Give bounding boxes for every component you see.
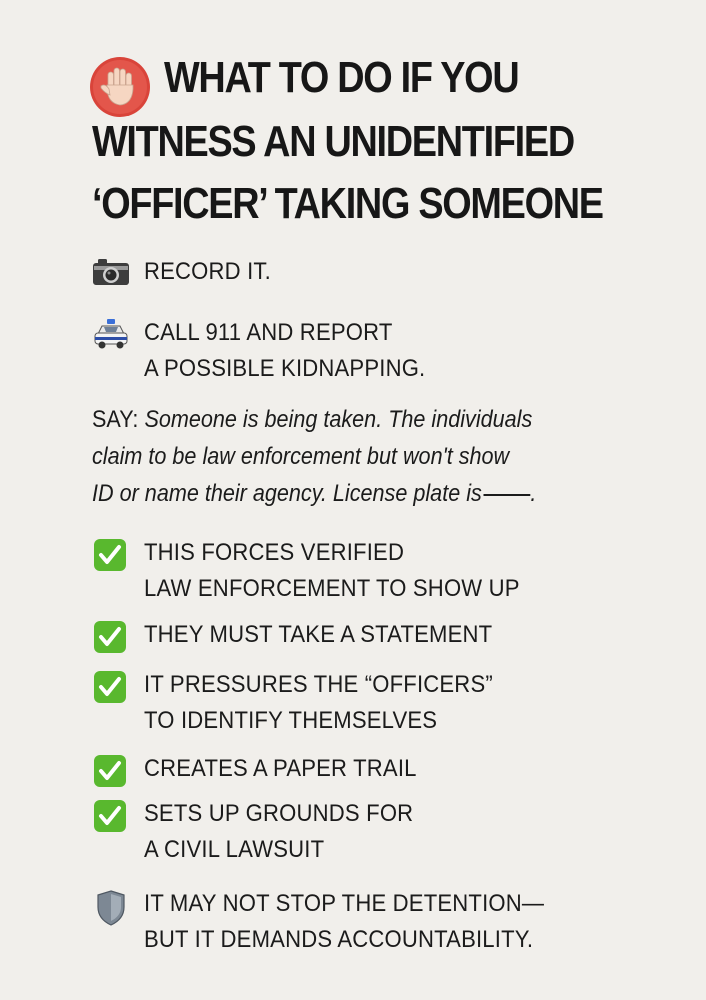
say-line-1	[92, 401, 532, 439]
check-mark-button-icon	[93, 799, 127, 833]
license-plate-blank	[484, 494, 531, 496]
call-step-line-1: CALL 911 AND REPORT	[144, 319, 393, 346]
closing-line-2: BUT IT DEMANDS ACCOUNTABILITY.	[144, 926, 534, 953]
check-mark-button-icon	[93, 620, 127, 654]
check-mark-button-icon	[93, 670, 127, 704]
title-line-2: WITNESS AN UNIDENTIFIED	[92, 117, 574, 166]
benefit-3-line-1: IT PRESSURES THE “OFFICERS”	[144, 671, 493, 698]
camera-icon	[92, 257, 130, 287]
say-text-2: claim to be law enforcement but won't show	[92, 443, 510, 470]
title-line-3: ‘OFFICER’ TAKING SOMEONE	[92, 179, 603, 228]
title-line-1: WHAT TO DO IF YOU	[164, 53, 519, 102]
record-step-text: RECORD IT.	[144, 258, 271, 285]
benefit-1-line-1: THIS FORCES VERIFIED	[144, 539, 405, 566]
benefit-4-line-1: CREATES A PAPER TRAIL	[144, 755, 417, 782]
say-line-3	[92, 475, 536, 513]
check-mark-button-icon	[93, 754, 127, 788]
say-line-2	[92, 438, 509, 476]
say-text-1: Someone is being taken. The individuals	[144, 406, 533, 433]
check-mark-button-icon	[93, 538, 127, 572]
call-step-line-2: A POSSIBLE KIDNAPPING.	[144, 355, 426, 382]
benefit-1-line-2: LAW ENFORCEMENT TO SHOW UP	[144, 575, 520, 602]
benefit-3-line-2: TO IDENTIFY THEMSELVES	[144, 707, 438, 734]
shield-icon	[96, 890, 126, 926]
say-trailing-period: .	[530, 480, 537, 507]
benefit-5-line-2: A CIVIL LAWSUIT	[144, 836, 325, 863]
raised-hand-stop-icon	[88, 55, 152, 119]
police-car-icon	[92, 318, 130, 352]
say-label: SAY:	[92, 406, 139, 433]
closing-line-1: IT MAY NOT STOP THE DETENTION—	[144, 890, 545, 917]
benefit-5-line-1: SETS UP GROUNDS FOR	[144, 800, 414, 827]
benefit-2-line-1: THEY MUST TAKE A STATEMENT	[144, 621, 493, 648]
say-text-3: ID or name their agency. License plate is	[92, 480, 482, 507]
